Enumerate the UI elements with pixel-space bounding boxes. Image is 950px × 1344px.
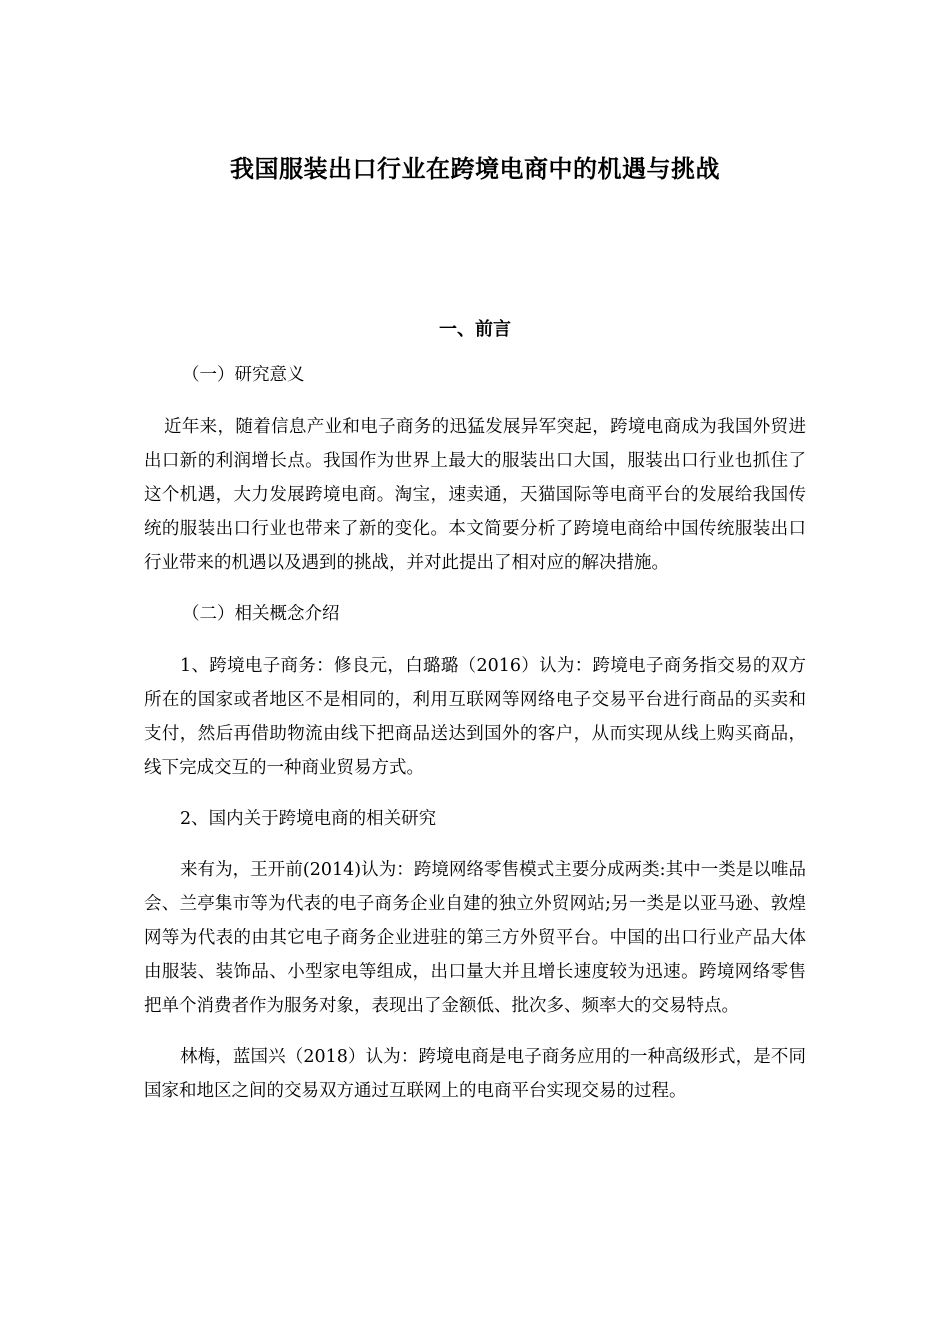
subheading-research-significance: （一）研究意义 bbox=[182, 365, 305, 385]
paragraph-cross-border-ecommerce-definition: 1、跨境电子商务：修良元，白璐璐（2016）认为：跨境电子商务指交易的双方所在的国家或者地区不是相同的，利用互联网等网络电子交易平台进行商品的买卖和支付，然后再借助物流由线下把商品送达到国外的客户，从而实现从线上购买商品，线下完成交互的一种商业贸易方式。 bbox=[144, 656, 806, 778]
paragraph-introduction: 近年来，随着信息产业和电子商务的迅猛发展异军突起，跨境电商成为我国外贸进出口新的利润增长点。我国作为世界上最大的服装出口大国，服装出口行业也抓住了这个机遇，大力发展跨境电商。淘宝，速卖通，天猫国际等电商平台的发展给我国传统的服装出口行业也带来了新的变化。本文简要分析了跨境电商给中国传统服装出口行业带来的机遇以及遇到的挑战，并对此提出了相对应的解决措施。 bbox=[144, 417, 806, 573]
subheading-related-concepts: （二）相关概念介绍 bbox=[182, 604, 340, 624]
section-heading-preface: 一、前言 bbox=[439, 318, 511, 340]
document-body bbox=[144, 358, 806, 1125]
paragraph-research-lai-wang: 来有为，王开前(2014)认为：跨境网络零售模式主要分成两类:其中一类是以唯品会、兰亭集市等为代表的电子商务企业自建的独立外贸网站;另一类是以亚马逊、敦煌网等为代表的由其它电子商务企业进驻的第三方外贸平台。中国的出口行业产品大体由服装、装饰品、小型家电等组成，出口量大并且增长速度较为迅速。跨境网络零售把单个消费者作为服务对象，表现出了金额低、批次多、频率大的交易特点。 bbox=[144, 860, 806, 1016]
paragraph-research-lin-lan: 林梅，蓝国兴（2018）认为：跨境电商是电子商务应用的一种高级形式，是不同国家和地区之间的交易双方通过互联网上的电商平台实现交易的过程。 bbox=[144, 1047, 806, 1101]
subheading-domestic-research: 2、国内关于跨境电商的相关研究 bbox=[180, 809, 437, 829]
document-title: 我国服装出口行业在跨境电商中的机遇与挑战 bbox=[230, 155, 720, 184]
